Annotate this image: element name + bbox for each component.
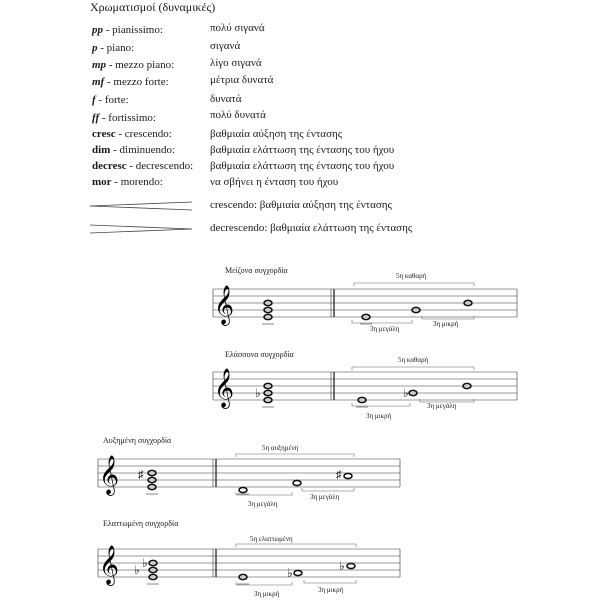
- dynamic-term: - crescendo:: [118, 128, 172, 140]
- flat-icon: ♭: [134, 563, 140, 577]
- dynamic-symbol: mp: [92, 59, 107, 71]
- dynamic-meaning: να σβήνει η ένταση του ήχου: [210, 176, 339, 188]
- crescendo-description: crescendo: βαθμιαία αύξηση της έντασης: [210, 199, 392, 211]
- third-label: 3η μικρή: [254, 590, 280, 598]
- flat-icon: ♭: [142, 556, 148, 570]
- third-label: 3η μεγάλη: [427, 402, 457, 410]
- dynamic-symbol: p: [92, 42, 98, 54]
- fifth-label: 5η αυξημένη: [262, 444, 299, 452]
- treble-clef-icon: 𝄞: [214, 287, 235, 324]
- chord-caption: Μείζονα συγχορδία: [225, 266, 288, 275]
- dynamic-symbol: f: [92, 94, 96, 106]
- fifth-label: 5η ελαττωμένη: [250, 535, 293, 543]
- dynamic-symbol: mor: [92, 176, 112, 188]
- dynamic-term: - pianissimo:: [105, 24, 163, 36]
- dynamic-symbol: mf: [92, 76, 105, 88]
- chord-caption: Ελάσσονα συγχορδία: [225, 350, 294, 359]
- chord-caption: Ελαττωμένη συγχορδία: [103, 519, 179, 528]
- third-label: 3η μεγάλη: [370, 325, 400, 333]
- dynamic-term: - piano:: [100, 42, 135, 54]
- dynamic-term: - mezzo piano:: [108, 59, 175, 71]
- dynamic-symbol: cresc: [92, 128, 116, 140]
- dynamic-meaning: βαθμιαία αύξηση της έντασης: [210, 128, 343, 140]
- sharp-icon: ♯: [336, 469, 342, 481]
- dynamic-meaning: βαθμιαία ελάττωση της έντασης του ήχου: [210, 160, 395, 172]
- third-label: 3η μεγάλη: [310, 493, 340, 501]
- flat-icon: ♭: [403, 386, 409, 400]
- sharp-icon: ♯: [138, 469, 144, 481]
- dynamic-meaning: πολύ δυνατά: [210, 109, 266, 121]
- dynamic-term: - diminuendo:: [113, 144, 176, 156]
- treble-clef-icon: 𝄞: [99, 547, 120, 584]
- dynamic-symbol: decresc: [92, 160, 127, 172]
- dynamic-symbol: pp: [92, 24, 103, 36]
- flat-icon: ♭: [287, 566, 293, 580]
- dynamic-meaning: βαθμιαία ελάττωση της έντασης του ήχου: [210, 144, 395, 156]
- dynamic-meaning: λίγο σιγανά: [210, 57, 262, 69]
- third-label: 3η μικρή: [433, 320, 459, 328]
- dynamic-meaning: πολύ σιγανά: [210, 22, 265, 34]
- dynamic-term: - mezzo forte:: [106, 76, 169, 88]
- third-label: 3η μεγάλη: [248, 500, 278, 508]
- dynamic-meaning: δυνατά: [210, 93, 242, 105]
- dynamic-symbol: ff: [92, 112, 100, 124]
- flat-icon: ♭: [255, 386, 261, 400]
- third-label: 3η μικρή: [318, 586, 344, 594]
- fifth-label: 5η καθαρή: [396, 272, 427, 280]
- third-label: 3η μικρή: [366, 412, 392, 420]
- decrescendo-description: decrescendo: βαθμιαία ελάττωση της έντασης: [210, 222, 413, 234]
- treble-clef-icon: 𝄞: [99, 457, 120, 494]
- flat-icon: ♭: [339, 559, 345, 573]
- dynamic-meaning: σιγανά: [210, 40, 241, 52]
- page-title: Χρωματισμοί (δυναμικές): [90, 0, 216, 14]
- dynamic-term: - fortissimo:: [101, 112, 156, 124]
- fifth-label: 5η καθαρή: [398, 356, 429, 364]
- interval-brackets: [236, 544, 356, 585]
- dynamic-term: - decrescendo:: [129, 160, 194, 172]
- dynamic-meaning: μέτρια δυνατά: [210, 74, 274, 86]
- chord-caption: Αυξημένη συγχορδία: [103, 436, 172, 445]
- dynamic-term: - forte:: [98, 94, 129, 106]
- dynamic-term: - morendo:: [114, 176, 163, 188]
- treble-clef-icon: 𝄞: [214, 370, 235, 407]
- dynamic-symbol: dim: [92, 144, 111, 156]
